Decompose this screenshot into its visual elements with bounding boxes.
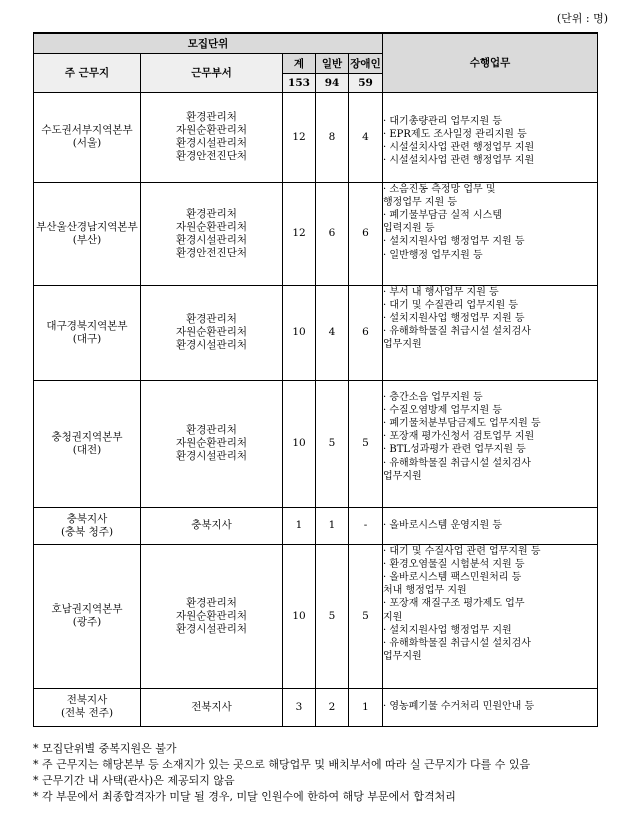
total-cell: 10 (283, 380, 316, 507)
cell-line: 자원순환관리처 (175, 437, 247, 449)
unit-label: (단위 : 명) (556, 12, 608, 25)
cell-line: · 시설설치사업 관련 행정업무 지원 (383, 155, 535, 167)
general-cell: 4 (316, 285, 349, 380)
general-cell: 6 (316, 182, 349, 285)
cell-line: · 부서 내 행사업무 지원 등 (383, 286, 499, 298)
cell-line: · 유해화학물질 취급시설 설치검사 (383, 326, 531, 338)
note-item: * 주 근무지는 해당본부 등 소재지가 있는 곳으로 해당업무 및 배치부서에 따라 실 근무지가 다를 수 있음 (33, 758, 531, 771)
total-cell: 3 (283, 688, 316, 726)
cell-line: 자원순환관리처 (175, 124, 247, 136)
cell-line: 자원순환관리처 (175, 220, 247, 233)
general-cell: 5 (316, 544, 349, 688)
location-cell (34, 285, 141, 380)
cell-line: 부산울산경남지역본부 (36, 220, 138, 233)
cell-line: 업무지원 (383, 470, 422, 482)
cell-line: · 올바로시스템 팩스민원처리 등 (383, 571, 522, 583)
cell-line: · 수질오염방제 업무지원 등 (383, 404, 502, 416)
disabled-cell: - (349, 507, 383, 544)
cell-line: (전북 전주) (60, 707, 114, 719)
cell-line: 환경시설관리처 (175, 339, 247, 351)
general-cell: 5 (316, 380, 349, 507)
cell-line: · EPR제도 조사일정 관리지원 등 (383, 128, 527, 140)
disabled-cell: 6 (349, 182, 383, 285)
cell-line: · 포장재 재질구조 평가제도 업무 (383, 598, 525, 610)
cell-line: · 올바로시스템 운영지원 등 (383, 519, 502, 531)
header-recruit-unit: 모집단위 (34, 33, 383, 53)
cell-line: · 대기 및 수질관리 업무지원 등 (383, 299, 519, 311)
cell-line: 환경시설관리처 (175, 233, 247, 246)
cell-line: 환경안전진단처 (175, 246, 247, 259)
cell-line: (부산) (72, 233, 102, 246)
cell-line: · 환경오염물질 시험분석 지원 등 (383, 558, 525, 570)
header-disabled: 장애인 (349, 53, 383, 73)
cell-line: · 폐기물처분부담금제도 업무지원 등 (383, 417, 541, 429)
cell-line: · 대기 및 수질사업 관련 업무지원 등 (383, 545, 541, 557)
tasks-cell (383, 182, 598, 285)
cell-line: 환경관리처 (186, 424, 237, 436)
header-general: 일반 (316, 53, 349, 73)
cell-line: 입력지원 등 (383, 223, 435, 235)
disabled-cell: 6 (349, 285, 383, 380)
recruitment-table (33, 32, 598, 727)
department-cell (141, 688, 283, 726)
department-cell (141, 92, 283, 182)
cell-line: · 폐기물부담금 실적 시스템 (383, 209, 502, 221)
cell-line: · 대기총량관리 업무지원 등 (383, 115, 502, 127)
disabled-cell: 5 (349, 544, 383, 688)
cell-line: (충북 청주) (60, 525, 114, 538)
department-cell (141, 507, 283, 544)
tasks-cell (383, 380, 598, 507)
total-count: 153 (283, 73, 316, 92)
table-row (34, 688, 598, 726)
header-main-location: 주 근무지 (34, 53, 141, 92)
cell-line: (광주) (72, 616, 102, 628)
note-item: * 근무기간 내 사택(관사)은 제공되지 않음 (33, 774, 235, 787)
cell-line: · 유해화학물질 취급시설 설치검사 (383, 637, 531, 649)
cell-line: · BTL성과평가 관련 업무지원 등 (383, 444, 526, 456)
cell-line: · 소음진동 측정망 업무 및 (383, 183, 496, 195)
header-duties: 수행업무 (383, 33, 598, 92)
cell-line: 지원 (383, 611, 403, 623)
total-cell: 1 (283, 507, 316, 544)
department-cell (141, 380, 283, 507)
cell-line: · 유해화학물질 취급시설 설치검사 (383, 457, 531, 469)
note-item: * 각 부문에서 최종합격자가 미달 될 경우, 미달 인원수에 한하여 해당 부문에서 합격처리 (33, 790, 456, 803)
table-row (34, 544, 598, 688)
tasks-cell (383, 688, 598, 726)
note-item: * 모집단위별 중복지원은 불가 (33, 742, 177, 755)
cell-line: 자원순환관리처 (175, 609, 247, 622)
general-cell: 8 (316, 92, 349, 182)
cell-line: 행정업무 지원 등 (383, 196, 457, 208)
general-cell: 1 (316, 507, 349, 544)
department-cell (141, 182, 283, 285)
cell-line: · 층간소음 업무지원 등 (383, 391, 483, 403)
cell-line: 호남권지역본부 (51, 603, 123, 615)
header-department: 근무부서 (141, 53, 283, 92)
cell-line: 환경관리처 (186, 596, 237, 609)
general-count: 94 (316, 73, 349, 92)
cell-line: (대전) (72, 443, 102, 456)
cell-line: 전북지사 (66, 694, 108, 706)
cell-line: · 일반행정 업무지원 등 (383, 249, 483, 261)
cell-line: · 시설설치사업 관련 행정업무 지원 (383, 141, 535, 153)
tasks-cell (383, 92, 598, 182)
cell-line: 수도권서부지역본부 (41, 124, 133, 136)
location-cell (34, 507, 141, 544)
department-cell (141, 285, 283, 380)
cell-line: 환경시설관리처 (175, 450, 247, 462)
disabled-cell: 4 (349, 92, 383, 182)
location-cell (34, 544, 141, 688)
cell-line: (서울) (72, 137, 102, 149)
tasks-cell (383, 285, 598, 380)
cell-line: 환경관리처 (186, 207, 237, 220)
location-cell (34, 688, 141, 726)
total-cell: 12 (283, 182, 316, 285)
cell-line: · 설치지원사업 행정업무 지원 등 (383, 236, 525, 248)
disabled-count: 59 (349, 73, 383, 92)
table-row (34, 92, 598, 182)
cell-line: · 설치지원사업 행정업무 지원 등 (383, 312, 525, 324)
total-cell: 12 (283, 92, 316, 182)
cell-line: 환경관리처 (186, 111, 237, 123)
tasks-cell (383, 507, 598, 544)
cell-line: 전북지사 (191, 700, 232, 713)
cell-line: 환경시설관리처 (175, 622, 247, 635)
cell-line: 충북지사 (191, 519, 232, 531)
cell-line: 업무지원 (383, 339, 422, 351)
cell-line: 환경안전진단처 (175, 150, 247, 162)
cell-line: 환경시설관리처 (175, 137, 247, 149)
cell-line: 업무지원 (383, 651, 422, 663)
cell-line: 대구경북지역본부 (46, 319, 128, 332)
notes (33, 741, 608, 805)
cell-line: 충청권지역본부 (51, 430, 123, 443)
table-row (34, 182, 598, 285)
disabled-cell: 1 (349, 688, 383, 726)
cell-line: (대구) (72, 332, 102, 345)
total-cell: 10 (283, 544, 316, 688)
location-cell (34, 380, 141, 507)
cell-line: 환경관리처 (186, 313, 237, 325)
header-total: 계 (283, 53, 316, 73)
location-cell (34, 182, 141, 285)
table-row (34, 507, 598, 544)
department-cell (141, 544, 283, 688)
tasks-cell (383, 544, 598, 688)
general-cell: 2 (316, 688, 349, 726)
disabled-cell: 5 (349, 380, 383, 507)
cell-line: 처내 행정업무 지원 (383, 585, 467, 597)
cell-line: 자원순환관리처 (175, 326, 247, 338)
table-row (34, 380, 598, 507)
cell-line: · 영농폐기물 수거처리 민원안내 등 (383, 701, 535, 713)
cell-line: 충북지사 (66, 512, 108, 525)
cell-line: · 설치지원사업 행정업무 지원 (383, 624, 512, 636)
total-cell: 10 (283, 285, 316, 380)
cell-line: · 포장재 평가신청서 검토업무 지원 (383, 431, 535, 443)
table-row (34, 285, 598, 380)
location-cell (34, 92, 141, 182)
